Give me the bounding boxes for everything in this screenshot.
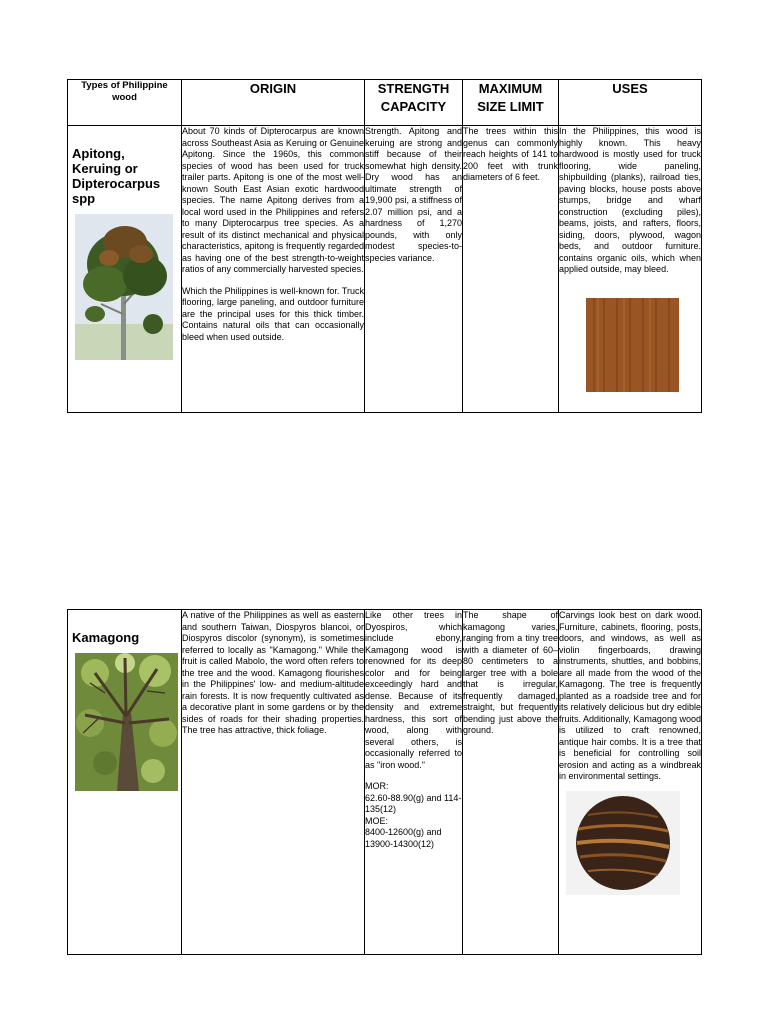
mor-value: 62.60-88.90(g) and 114-135(12) bbox=[365, 792, 462, 814]
max-size-text: The trees within this genus can commonly reach heights of 141 to 200 feet with trunk diameters of 6 feet. bbox=[463, 126, 558, 182]
wood-table-apitong bbox=[67, 79, 702, 413]
strength-text: Strength. Apitong and keruing are strong and stiff because of their somewhat high density. Dry wood has an ultimate strength of 19,900 psi, a stiffness of 2.07 million psi, and a hardness of 1,270 pounds, with only modest species-to-species variance. bbox=[365, 126, 462, 263]
strength-cell bbox=[365, 610, 463, 955]
apitong-wood-sample-image bbox=[586, 298, 679, 392]
uses-cell bbox=[559, 126, 702, 413]
max-size-cell bbox=[463, 610, 559, 955]
header-strength: STRENGTH CAPACITY bbox=[365, 80, 463, 126]
strength-cell bbox=[365, 126, 463, 413]
max-size-text: The shape of kamagong varies, ranging from a tiny tree with a diameter of 60–80 centimeters to a larger tree with a bole that is irregular, frequently damaged, straight, but frequently bending just above the ground. bbox=[463, 610, 558, 735]
uses-text: In the Philippines, this wood is highly known. This heavy hardwood is mostly used for truck flooring, wide paneling, shipbuilding (planks), railroad ties, paving blocks, house posts above stumps, bridge and wharf construction (excluding piles), beams, joists, and rafters, floors, siding, doors, plywood, wagon beds, and outdoor furniture. contains organic oils, which when applied outside, may bleed. bbox=[559, 126, 701, 274]
wood-name-cell bbox=[68, 126, 182, 413]
header-uses: USES bbox=[559, 80, 702, 126]
origin-paragraph-2: Which the Philippines is well-known for. Truck flooring, large paneling, and outdoor furniture are the principal uses for this thick timber. Contains natural oils that can occasionally bleed when used outside. bbox=[182, 285, 364, 342]
mor-label: MOR: bbox=[365, 781, 389, 791]
wood-name: Kamagong bbox=[72, 630, 140, 645]
wood-name-cell bbox=[68, 610, 182, 955]
uses-cell bbox=[559, 610, 702, 955]
kamagong-tree-image bbox=[75, 653, 178, 791]
wood-table-kamagong bbox=[67, 609, 702, 955]
origin-text: A native of the Philippines as well as eastern and southern Taiwan, Diospyros blancoi, or Diospyros discolor (synonym), is sometimes referred to locally as "Kamagong." While the fruit is called Mabolo, the word often refers to the tree and the wood. Kamagong flourishes in the Philippines' low- and medium-altitude rain forests. It is now frequently cultivated as a decorative plant in some gardens or by the sides of roads for their shading properties. The tree has attractive, thick foliage. bbox=[182, 610, 364, 735]
header-max-size: MAXIMUM SIZE LIMIT bbox=[463, 80, 559, 126]
origin-paragraph-1: About 70 kinds of Dipterocarpus are known across Southeast Asia as Keruing or Genuine Apitong. Since the 1960s, this common species of wood has been used for truck trailer parts. Apitong is one of the most well-known South East Asian exotic hardwood species. The name Apitong derives from a local word used in the Philippines and refers to many Dipterocarpus tree species. As a result of its distinct mechanical and physical characteristics, apitong is frequently regarded as having one of the best strength-to-weight ratios of any commercially harvested species. bbox=[182, 126, 364, 274]
kamagong-wood-sample-image bbox=[566, 791, 680, 895]
origin-cell bbox=[182, 610, 365, 955]
uses-text: Carvings look best on dark wood. Furniture, cabinets, flooring, posts, doors, and windows, as well as violin fingerboards, drawing instruments, shuttles, and bobbins, are all made from the wood of the Kamagong. The tree is frequently planted as a roadside tree and for its relatively delicious but dry edible fruits. Additionally, Kamagong wood is utilized to craft renowned, antique hair combs. It is a tree that is beneficial for controlling soil erosion and acting as a windbreak in environmental settings. bbox=[559, 610, 701, 781]
header-origin: ORIGIN bbox=[182, 80, 365, 126]
moe-label: MOE: bbox=[365, 815, 389, 826]
header-type: Types of Philippine wood bbox=[68, 80, 182, 126]
origin-cell bbox=[182, 126, 365, 413]
moe-value: 8400-12600(g) and 13900-14300(12) bbox=[365, 827, 442, 849]
max-size-cell bbox=[463, 126, 559, 413]
apitong-tree-image bbox=[75, 214, 173, 360]
wood-name: Apitong, Keruing or Dipterocarpus spp bbox=[72, 146, 161, 206]
strength-text: Like other trees in Dyospiros, which include ebony, Kamagong wood is renowned for its deep color and for being exceedingly hard and dense. Because of its density and extreme hardness, this sort of wood, along with several others, is occasionally referred to as "iron wood." bbox=[365, 610, 462, 770]
